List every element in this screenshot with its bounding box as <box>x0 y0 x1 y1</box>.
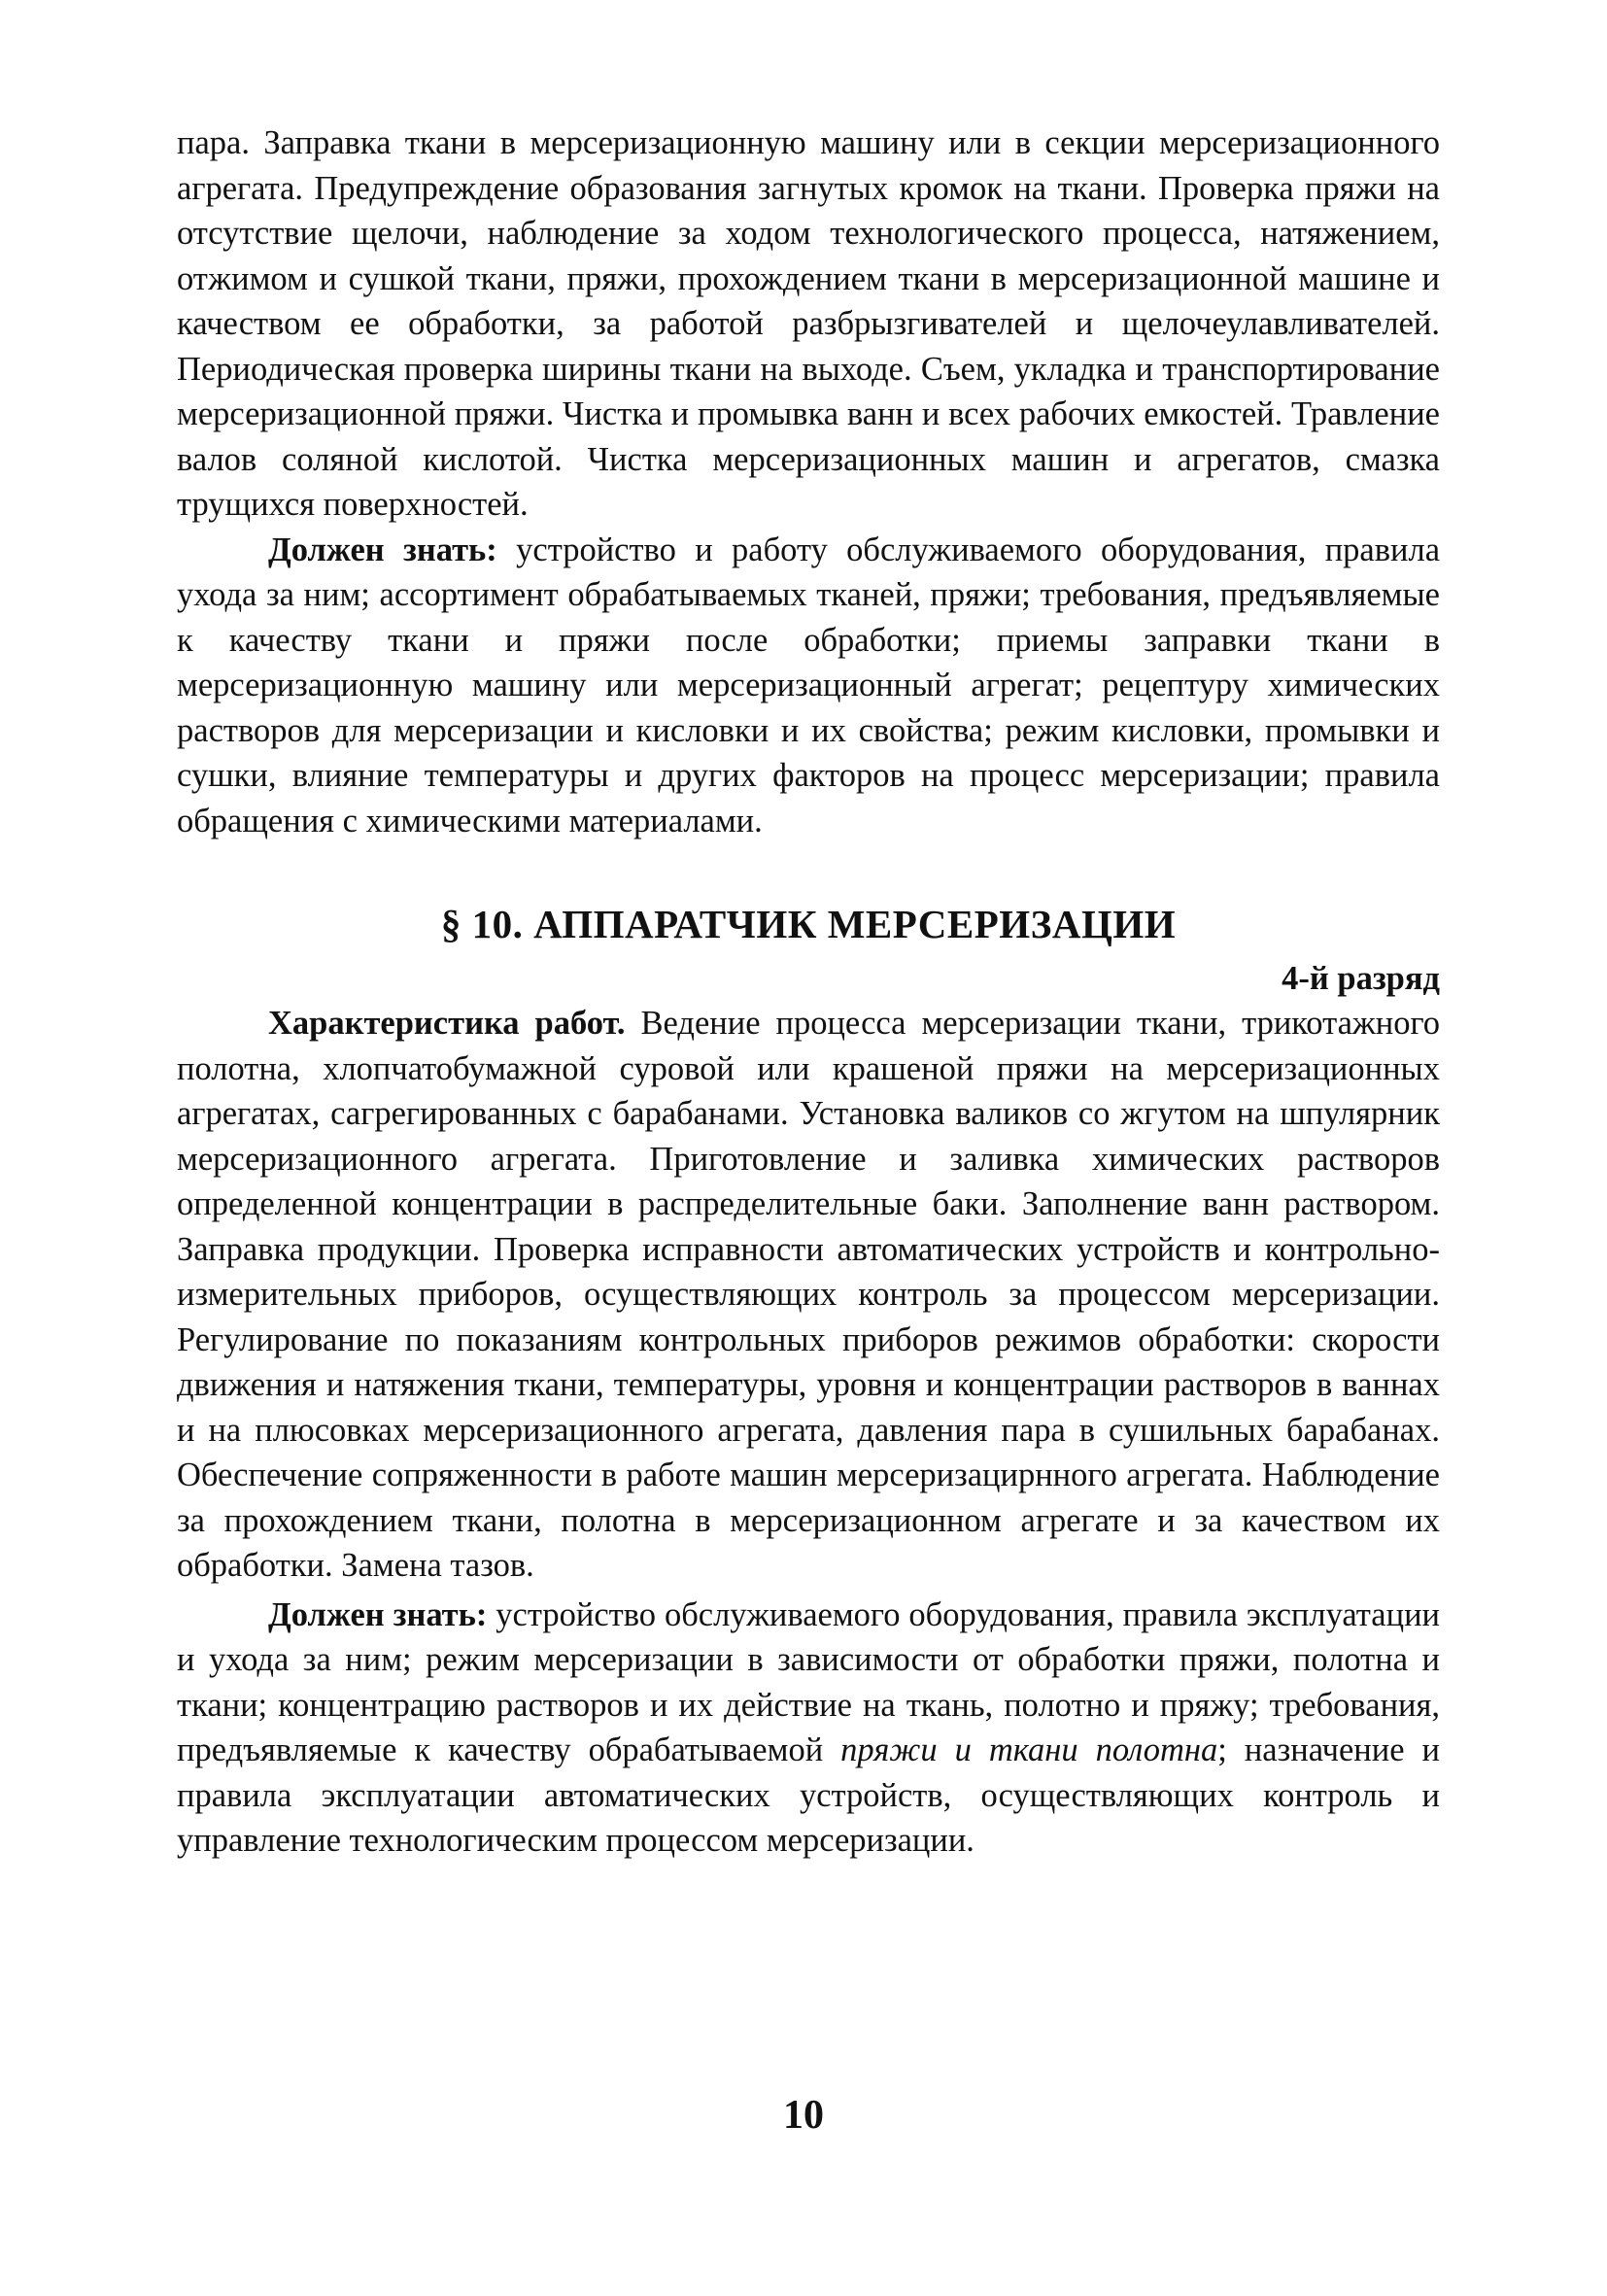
page-content <box>177 120 1440 1864</box>
work-characteristics-paragraph <box>177 1001 1440 1589</box>
must-know-text-2b: ; назначение и правила эксплуатации автоматических устройств, осуществляющих контроль и управление технологическим процессом мерсеризации. <box>177 1731 1440 1859</box>
must-know-paragraph-2 <box>177 1593 1440 1864</box>
continuation-paragraph <box>177 120 1440 528</box>
must-know-text-1: устройство и работу обслуживаемого оборудования, правила ухода за ним; ассортимент обрабатываемых тканей, пряжи; требования, предъявляемые к качеству ткани и пряжи после обработки; приемы заправки ткани в мерсеризационную машину или мерсеризационный агрегат; рецептуру химических растворов для мерсеризации и кисловки и их свойства; режим кисловки, промывки и сушки, влияние температуры и других факторов на процесс мерсеризации; правила обращения с химическими материалами. <box>177 531 1441 840</box>
section-title: § 10. АППАРАТЧИК МЕРСЕРИЗАЦИИ <box>440 902 1177 946</box>
grade-label: 4-й разряд <box>1282 960 1440 997</box>
must-know-label-2: Должен знать: <box>268 1595 488 1633</box>
must-know-text-2-italic: пряжи и ткани полотна <box>840 1731 1218 1768</box>
work-characteristics-text: Ведение процесса мерсеризации ткани, трикотажного полотна, хлопчатобумажной суровой или крашеной пряжи на мерсеризационных агрегатах, сагрегированных с барабанами. Установка валиков со жгутом на шпулярник мерсеризационного агрегата. Приготовление и заливка химических растворов определенной концентрации в распределительные баки. Заполнение ванн раствором. Заправка продукции. Проверка исправности автоматических устройств и контрольно-измерительных приборов, осуществляющих контроль за процессом мерсеризации. Регулирование по показаниям контрольных приборов режимов обработки: скорости движения и натяжения ткани, температуры, уровня и концентрации растворов в ваннах и на плюсовках мерсеризационного агрегата, давления пара в сушильных барабанах. Обеспечение сопряженности в работе машин мерсеризацирнного агрегата. Наблюдение за прохождением ткани, полотна в мерсеризационном агрегате и за качеством их обработки. Замена тазов. <box>177 1005 1440 1584</box>
must-know-paragraph-1 <box>177 528 1440 844</box>
page-number: 10 <box>783 2093 824 2138</box>
continuation-text: пара. Заправка ткани в мерсеризационную машину или в секции мерсеризационного агрегата. Предупреждение образования загнутых кромок на ткани. Проверка пряжи на отсутствие щелочи, наблюдение за ходом технологического процесса, натяжением, отжимом и сушкой ткани, пряжи, прохождением ткани в мерсеризационной машине и качеством ее обработки, за работой разбрызгивателей и щелочеулавливателей. Периодическая проверка ширины ткани на выходе. Съем, укладка и транспортирование мерсеризационной пряжи. Чистка и промывка ванн и всех рабочих емкостей. Травление валов соляной кислотой. Чистка мерсеризационных машин и агрегатов, смазка трущихся поверхностей. <box>177 124 1440 523</box>
work-characteristics-label: Характеристика работ. <box>268 1005 626 1042</box>
must-know-text-2a: устройство обслуживаемого оборудования, правила эксплуатации и ухода за ним; режим мерсеризации в зависимости от обработки пряжи, полотна и ткани; концентрацию растворов и их действие на ткань, полотно и пряжу; требования, предъявляемые к качеству обрабатываемой <box>177 1595 1440 1768</box>
must-know-label-1: Должен знать: <box>268 531 497 568</box>
